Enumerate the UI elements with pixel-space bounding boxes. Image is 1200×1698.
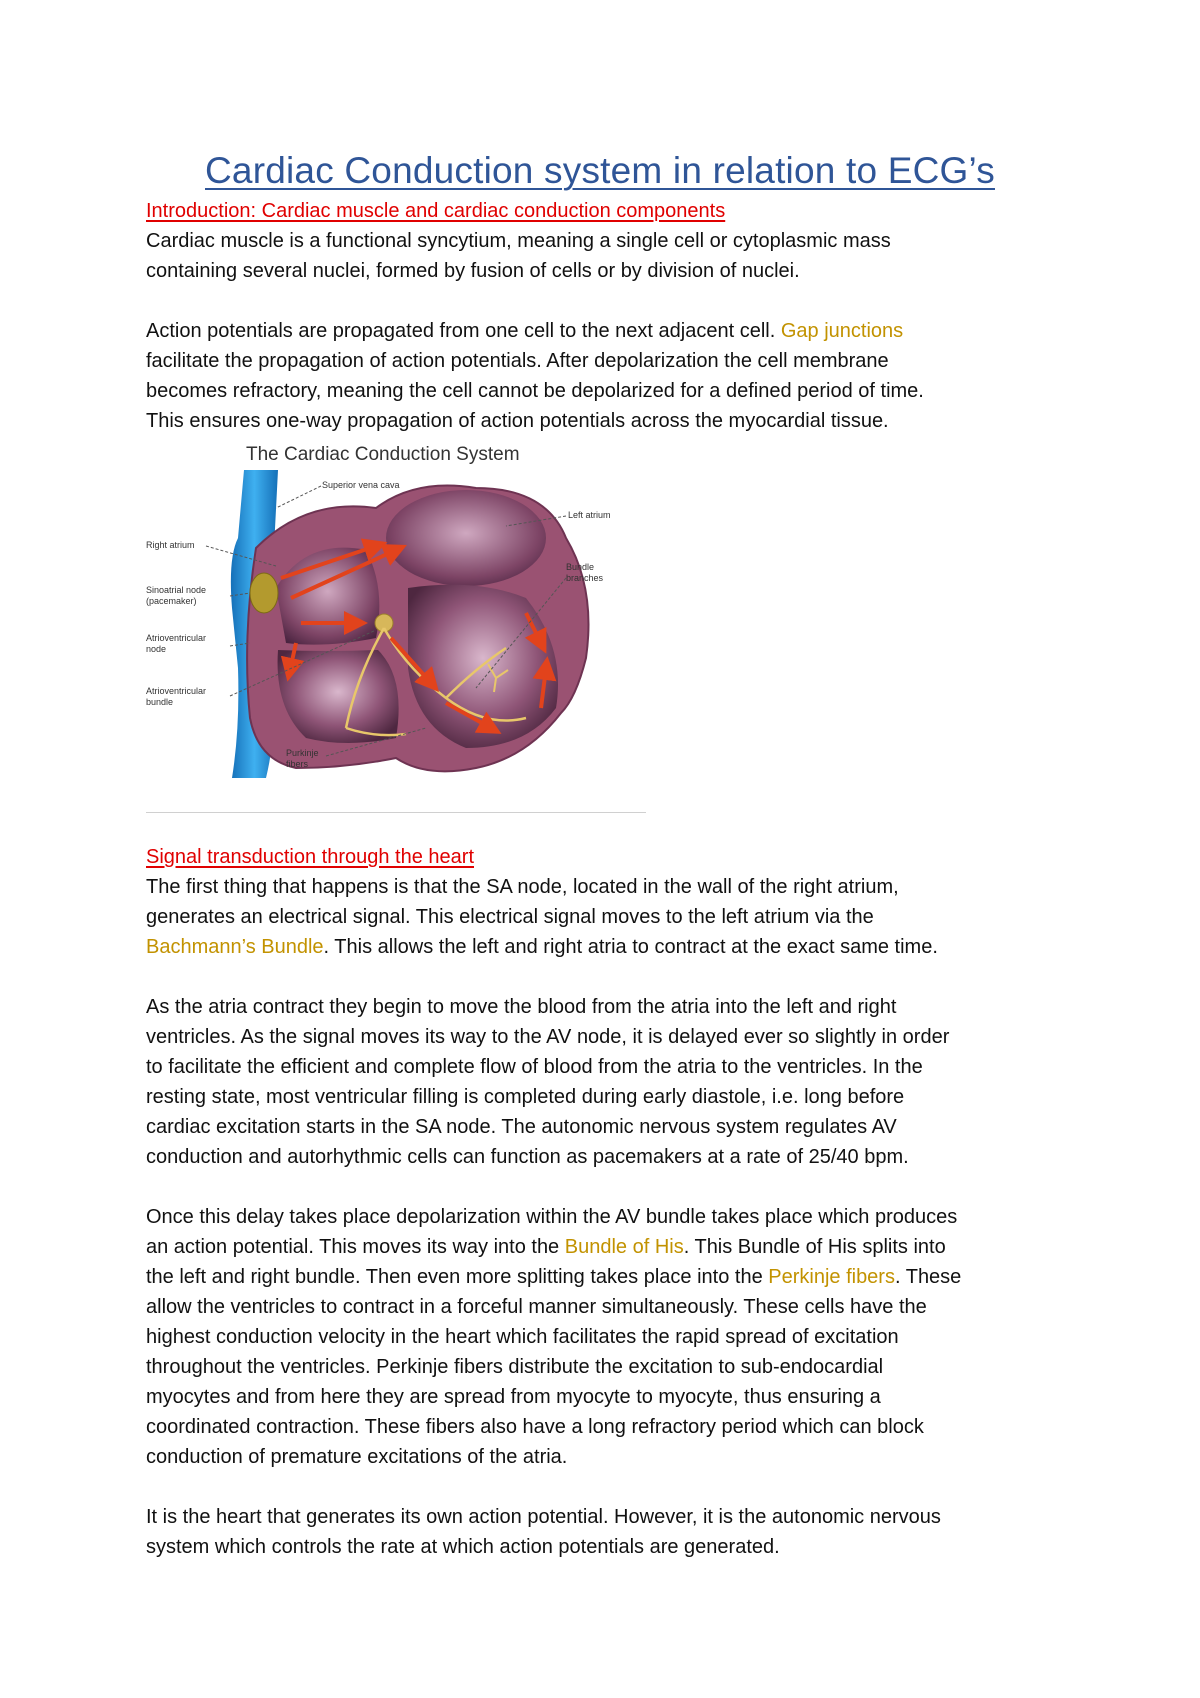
signal-p1-line: Bachmann’s Bundle. This allows the left and right atria to contract at the exact same time. [146,936,938,958]
signal-p2-line: conduction and autorhythmic cells can function as pacemakers at a rate of 25/40 bpm. [146,1146,909,1168]
label-sinoatrial-node: Sinoatrial node [146,585,207,595]
signal-heading-text: Signal transduction through the heart [146,846,474,868]
cardiac-conduction-figure [146,438,646,808]
label-purkinje-fibers: fibers [286,759,309,769]
signal-p2-line: resting state, most ventricular filling is completed during early diastole, i.e. long before [146,1086,905,1108]
sa-node-shape [250,573,278,613]
signal-section [146,842,1086,1562]
intro-heading-text: Introduction: Cardiac muscle and cardiac conduction components [146,200,726,222]
label-av-node: node [146,644,167,654]
left-atrium-chamber [386,490,546,586]
intro-p2-line: This ensures one-way propagation of action potentials across the myocardial tissue. [146,410,889,432]
keyword-bachmanns-bundle: Bachmann’s Bundle [146,936,324,958]
label-purkinje-fibers: Purkinje [286,748,319,758]
signal-p2-line: As the atria contract they begin to move the blood from the atria into the left and right [146,996,897,1018]
label-superior-vena-cava: Superior vena cava [322,480,400,490]
heart-diagram [146,438,646,808]
label-right-atrium: Right atrium [146,540,195,550]
label-av-bundle: Atrioventricular [146,686,207,696]
intro-heading [146,196,1086,226]
signal-p4-line: It is the heart that generates its own action potential. However, it is the autonomic nervous [146,1506,941,1528]
page-title: Cardiac Conduction system in relation to ECG’s [205,150,995,191]
signal-p3-line: conduction of premature excitations of the atria. [146,1446,568,1468]
figure-divider [146,812,646,813]
signal-p3-line: the left and right bundle. Then even more splitting takes place into the Perkinje fibers. These [146,1266,962,1288]
intro-p2-line: Action potentials are propagated from one cell to the next adjacent cell. Gap junctions [146,320,904,342]
intro-p1-line: Cardiac muscle is a functional syncytium, meaning a single cell or cytoplasmic mass [146,230,891,252]
signal-p3-line: highest conduction velocity in the heart which facilitates the rapid spread of excitation [146,1326,899,1348]
label-sinoatrial-node: (pacemaker) [146,596,197,606]
intro-p2-line: facilitate the propagation of action potentials. After depolarization the cell membrane [146,350,889,372]
label-left-atrium: Left atrium [568,510,611,520]
signal-p3-line: myocytes and from here they are spread from myocyte to myocyte, thus ensuring a [146,1386,881,1408]
label-av-bundle: bundle [146,697,174,707]
keyword-gap-junctions: Gap junctions [780,320,904,342]
signal-p3-line: Once this delay takes place depolarization within the AV bundle takes place which produces [146,1206,958,1228]
signal-p3-line: throughout the ventricles. Perkinje fibers distribute the excitation to sub-endocardial [146,1356,884,1378]
figure-title: The Cardiac Conduction System [246,444,520,465]
signal-p3-line: allow the ventricles to contract in a forceful manner simultaneously. These cells have the [146,1296,927,1318]
signal-p1-line: generates an electrical signal. This electrical signal moves to the left atrium via the [146,906,874,928]
signal-p1-line: The first thing that happens is that the SA node, located in the wall of the right atrium, [146,876,899,898]
label-bundle-branches: Bundle [566,562,595,572]
signal-heading [146,842,1086,872]
intro-p2-line: becomes refractory, meaning the cell cannot be depolarized for a defined period of time. [146,380,924,402]
signal-p4-line: system which controls the rate at which action potentials are generated. [146,1536,780,1558]
signal-p2-line: cardiac excitation starts in the SA node. The autonomic nervous system regulates AV [146,1116,897,1138]
label-bundle-branches: branches [566,573,604,583]
signal-p2-line: to facilitate the efficient and complete flow of blood from the atria to the ventricles. In the [146,1056,923,1078]
intro-p1-line: containing several nuclei, formed by fusion of cells or by division of nuclei. [146,260,800,282]
keyword-bundle-of-his: Bundle of His [564,1236,684,1258]
signal-p3-line: an action potential. This moves its way into the Bundle of His. This Bundle of His splits into [146,1236,946,1258]
intro-section [146,196,1086,436]
keyword-perkinje-fibers: Perkinje fibers [768,1266,895,1288]
label-av-node: Atrioventricular [146,633,207,643]
signal-p2-line: ventricles. As the signal moves its way to the AV node, it is delayed ever so slightly in order [146,1026,950,1048]
signal-p3-line: coordinated contraction. These fibers also have a long refractory period which can block [146,1416,924,1438]
